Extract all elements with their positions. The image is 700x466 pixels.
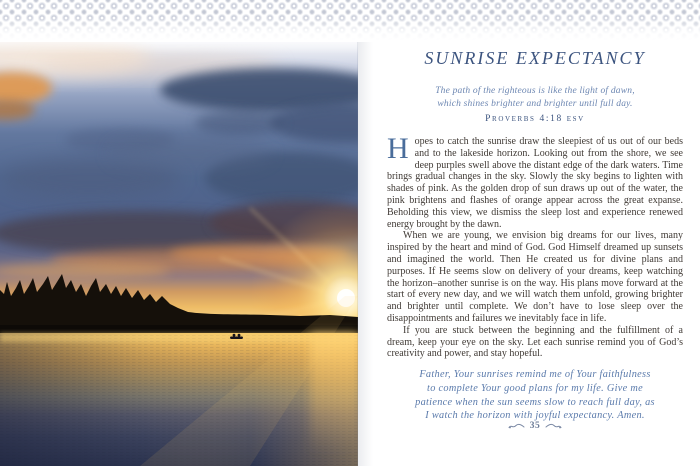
right-page [357, 0, 700, 466]
devotional-body [387, 132, 683, 360]
page-footer [387, 421, 683, 431]
sunrise-lake-photo [0, 28, 358, 466]
prayer-line-1: Father, Your sunrises remind me of Your faithfulness [419, 369, 651, 380]
scripture-line-2: which shines brighter and brighter until full day. [437, 99, 633, 109]
page-gutter-shadow [357, 28, 373, 466]
scripture-quote [387, 85, 683, 111]
decorative-lattice-border [0, 0, 700, 42]
chapter-title: SUNRISE EXPECTANCY [424, 48, 646, 68]
flourish-left-icon [508, 422, 525, 431]
scripture-reference: Proverbs 4:18 esv [485, 114, 585, 124]
prayer-line-3: patience when the sun seems slow to reach full day, as [415, 396, 655, 408]
drop-cap: H [387, 132, 409, 165]
paragraph-2: When we are young, we envision big dreams for our lives, many inspired by the heart and mind of God. God Himself dreamed up sunsets and imagined the world. Then He created us for divine plans and purposes. If He seems slow on delivery of your dreams, keep watching the horizon–another sunrise is on the way. His plans move forward at the start of every new day, and we will watch them unfold, growing brighter and brighter until complete. We don’t have to lose sleep over the disappointments and failures we inevitably face in life. [387, 230, 683, 324]
page-number: 35 [529, 421, 541, 431]
flourish-right-icon [545, 422, 562, 431]
scripture-line-1: The path of the righteous is like the light of dawn, [435, 86, 635, 96]
closing-prayer [387, 368, 683, 423]
prayer-line-2: to complete Your good plans for my life. Give me [427, 382, 643, 394]
paragraph-3: If you are stuck between the beginning and the fulfillment of a dream, keep your eye on the sky. Let each sunrise remind you of God’s creativity and power, and stay hopeful. [387, 324, 683, 360]
paragraph-1 [387, 132, 683, 230]
sunrise-lake-photo-art [0, 28, 358, 466]
paragraph-1-text: opes to catch the sunrise draw the sleepiest of us out of our beds and to the lakeside horizon. Looking out from the shore, we see deep purples swell above the distant edge of the dark waters. Time brings gradual changes in the sky. Slowly the sky begins to lighten with shades of pink. As the golden drop of sun draws up out of the water, the pink brightens and flashes of orange appear across the great expanse. Beholding this view, we dismiss the sleep lost and experience renewed energy brought by the dawn. [387, 136, 683, 230]
prayer-line-4: I watch the horizon with joyful expectancy. Amen. [425, 410, 645, 422]
